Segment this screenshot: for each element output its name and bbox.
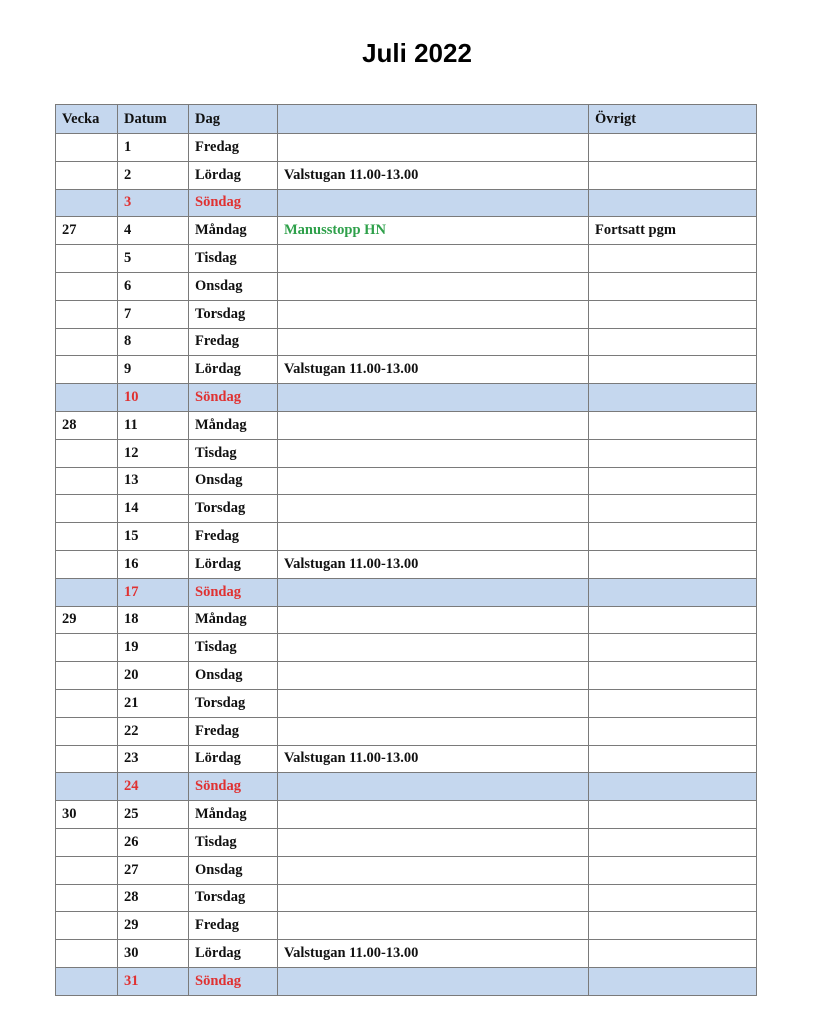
day-cell: Torsdag xyxy=(189,884,278,912)
date-cell: 9 xyxy=(118,356,189,384)
other-cell xyxy=(589,439,757,467)
activity-cell xyxy=(278,606,589,634)
other-cell xyxy=(589,689,757,717)
other-cell xyxy=(589,356,757,384)
date-cell: 20 xyxy=(118,662,189,690)
day-cell: Måndag xyxy=(189,217,278,245)
date-cell: 4 xyxy=(118,217,189,245)
week-cell: 29 xyxy=(56,606,118,634)
week-cell xyxy=(56,245,118,273)
column-header-vecka: Vecka xyxy=(56,105,118,134)
day-cell: Fredag xyxy=(189,912,278,940)
week-cell xyxy=(56,328,118,356)
day-cell: Måndag xyxy=(189,801,278,829)
week-cell xyxy=(56,689,118,717)
table-row xyxy=(56,300,757,328)
other-cell xyxy=(589,745,757,773)
date-cell: 10 xyxy=(118,384,189,412)
date-cell: 11 xyxy=(118,411,189,439)
date-cell: 27 xyxy=(118,856,189,884)
table-row xyxy=(56,523,757,551)
table-row xyxy=(56,495,757,523)
date-cell: 12 xyxy=(118,439,189,467)
table-row xyxy=(56,578,757,606)
other-cell xyxy=(589,717,757,745)
date-cell: 26 xyxy=(118,828,189,856)
table-row xyxy=(56,189,757,217)
week-cell xyxy=(56,300,118,328)
activity-cell xyxy=(278,328,589,356)
date-cell: 14 xyxy=(118,495,189,523)
day-cell: Lördag xyxy=(189,745,278,773)
table-row xyxy=(56,439,757,467)
day-cell: Lördag xyxy=(189,550,278,578)
activity-cell xyxy=(278,523,589,551)
table-row xyxy=(56,884,757,912)
activity-cell xyxy=(278,245,589,273)
date-cell: 24 xyxy=(118,773,189,801)
date-cell: 30 xyxy=(118,940,189,968)
other-cell xyxy=(589,467,757,495)
other-cell xyxy=(589,523,757,551)
week-cell xyxy=(56,634,118,662)
other-cell xyxy=(589,134,757,162)
day-cell: Onsdag xyxy=(189,467,278,495)
table-row xyxy=(56,662,757,690)
week-cell xyxy=(56,550,118,578)
table-row xyxy=(56,134,757,162)
activity-cell xyxy=(278,300,589,328)
week-cell xyxy=(56,356,118,384)
other-cell xyxy=(589,411,757,439)
other-cell xyxy=(589,940,757,968)
week-cell xyxy=(56,523,118,551)
week-cell xyxy=(56,912,118,940)
week-cell xyxy=(56,134,118,162)
activity-cell xyxy=(278,856,589,884)
week-cell xyxy=(56,828,118,856)
day-cell: Onsdag xyxy=(189,662,278,690)
other-cell: Fortsatt pgm xyxy=(589,217,757,245)
activity-cell xyxy=(278,662,589,690)
other-cell xyxy=(589,550,757,578)
calendar-body xyxy=(56,134,757,996)
day-cell: Fredag xyxy=(189,328,278,356)
day-cell: Lördag xyxy=(189,356,278,384)
other-cell xyxy=(589,272,757,300)
week-cell xyxy=(56,384,118,412)
day-cell: Lördag xyxy=(189,161,278,189)
page-title: Juli 2022 xyxy=(362,38,472,68)
date-cell: 3 xyxy=(118,189,189,217)
table-row xyxy=(56,245,757,273)
date-cell: 18 xyxy=(118,606,189,634)
table-row xyxy=(56,550,757,578)
date-cell: 15 xyxy=(118,523,189,551)
other-cell xyxy=(589,828,757,856)
activity-cell: Valstugan 11.00-13.00 xyxy=(278,356,589,384)
week-cell xyxy=(56,578,118,606)
day-cell: Onsdag xyxy=(189,856,278,884)
week-cell xyxy=(56,856,118,884)
table-row xyxy=(56,272,757,300)
week-cell xyxy=(56,662,118,690)
day-cell: Söndag xyxy=(189,189,278,217)
date-cell: 29 xyxy=(118,912,189,940)
activity-cell xyxy=(278,717,589,745)
other-cell xyxy=(589,300,757,328)
week-cell xyxy=(56,717,118,745)
day-cell: Tisdag xyxy=(189,634,278,662)
column-header-dag: Dag xyxy=(189,105,278,134)
activity-cell xyxy=(278,801,589,829)
activity-cell xyxy=(278,912,589,940)
day-cell: Måndag xyxy=(189,606,278,634)
day-cell: Fredag xyxy=(189,134,278,162)
date-cell: 21 xyxy=(118,689,189,717)
activity-cell: Valstugan 11.00-13.00 xyxy=(278,550,589,578)
table-row xyxy=(56,856,757,884)
table-row xyxy=(56,773,757,801)
week-cell xyxy=(56,189,118,217)
table-row xyxy=(56,411,757,439)
week-cell xyxy=(56,745,118,773)
day-cell: Tisdag xyxy=(189,245,278,273)
week-cell xyxy=(56,467,118,495)
table-row xyxy=(56,940,757,968)
activity-cell: Manusstopp HN xyxy=(278,217,589,245)
date-cell: 5 xyxy=(118,245,189,273)
table-row xyxy=(56,606,757,634)
column-header-activity xyxy=(278,105,589,134)
table-row xyxy=(56,467,757,495)
table-row xyxy=(56,356,757,384)
date-cell: 22 xyxy=(118,717,189,745)
table-row xyxy=(56,745,757,773)
activity-cell xyxy=(278,439,589,467)
week-cell xyxy=(56,940,118,968)
table-row xyxy=(56,634,757,662)
day-cell: Torsdag xyxy=(189,495,278,523)
other-cell xyxy=(589,189,757,217)
table-row xyxy=(56,161,757,189)
week-cell xyxy=(56,884,118,912)
other-cell xyxy=(589,773,757,801)
calendar-header xyxy=(56,105,757,134)
day-cell: Söndag xyxy=(189,967,278,995)
week-cell: 30 xyxy=(56,801,118,829)
day-cell: Tisdag xyxy=(189,828,278,856)
week-cell xyxy=(56,773,118,801)
day-cell: Torsdag xyxy=(189,689,278,717)
date-cell: 28 xyxy=(118,884,189,912)
week-cell xyxy=(56,439,118,467)
day-cell: Söndag xyxy=(189,773,278,801)
other-cell xyxy=(589,634,757,662)
day-cell: Tisdag xyxy=(189,439,278,467)
date-cell: 23 xyxy=(118,745,189,773)
activity-cell xyxy=(278,689,589,717)
other-cell xyxy=(589,662,757,690)
day-cell: Söndag xyxy=(189,578,278,606)
activity-cell xyxy=(278,272,589,300)
day-cell: Onsdag xyxy=(189,272,278,300)
date-cell: 2 xyxy=(118,161,189,189)
header-row xyxy=(56,105,757,134)
date-cell: 13 xyxy=(118,467,189,495)
column-header-datum: Datum xyxy=(118,105,189,134)
day-cell: Fredag xyxy=(189,717,278,745)
other-cell xyxy=(589,912,757,940)
column-header-ovrigt: Övrigt xyxy=(589,105,757,134)
day-cell: Torsdag xyxy=(189,300,278,328)
other-cell xyxy=(589,856,757,884)
week-cell xyxy=(56,967,118,995)
activity-cell xyxy=(278,634,589,662)
week-cell xyxy=(56,161,118,189)
other-cell xyxy=(589,967,757,995)
other-cell xyxy=(589,606,757,634)
day-cell: Fredag xyxy=(189,523,278,551)
table-row xyxy=(56,717,757,745)
table-row xyxy=(56,801,757,829)
table-row xyxy=(56,912,757,940)
other-cell xyxy=(589,801,757,829)
activity-cell xyxy=(278,828,589,856)
table-row xyxy=(56,828,757,856)
table-row xyxy=(56,384,757,412)
other-cell xyxy=(589,245,757,273)
activity-cell xyxy=(278,189,589,217)
table-row xyxy=(56,217,757,245)
date-cell: 8 xyxy=(118,328,189,356)
day-cell: Lördag xyxy=(189,940,278,968)
date-cell: 31 xyxy=(118,967,189,995)
activity-cell xyxy=(278,384,589,412)
date-cell: 1 xyxy=(118,134,189,162)
week-cell: 27 xyxy=(56,217,118,245)
calendar-table xyxy=(55,104,757,996)
activity-cell xyxy=(278,578,589,606)
activity-cell xyxy=(278,773,589,801)
week-cell: 28 xyxy=(56,411,118,439)
activity-cell xyxy=(278,134,589,162)
date-cell: 25 xyxy=(118,801,189,829)
table-row xyxy=(56,689,757,717)
activity-cell xyxy=(278,467,589,495)
activity-cell xyxy=(278,495,589,523)
table-row xyxy=(56,967,757,995)
activity-cell: Valstugan 11.00-13.00 xyxy=(278,745,589,773)
activity-cell: Valstugan 11.00-13.00 xyxy=(278,940,589,968)
date-cell: 19 xyxy=(118,634,189,662)
date-cell: 6 xyxy=(118,272,189,300)
other-cell xyxy=(589,161,757,189)
activity-cell: Valstugan 11.00-13.00 xyxy=(278,161,589,189)
date-cell: 7 xyxy=(118,300,189,328)
day-cell: Söndag xyxy=(189,384,278,412)
date-cell: 17 xyxy=(118,578,189,606)
date-cell: 16 xyxy=(118,550,189,578)
day-cell: Måndag xyxy=(189,411,278,439)
other-cell xyxy=(589,495,757,523)
other-cell xyxy=(589,384,757,412)
other-cell xyxy=(589,328,757,356)
other-cell xyxy=(589,884,757,912)
activity-cell xyxy=(278,411,589,439)
activity-cell xyxy=(278,967,589,995)
week-cell xyxy=(56,272,118,300)
week-cell xyxy=(56,495,118,523)
activity-cell xyxy=(278,884,589,912)
table-row xyxy=(56,328,757,356)
other-cell xyxy=(589,578,757,606)
